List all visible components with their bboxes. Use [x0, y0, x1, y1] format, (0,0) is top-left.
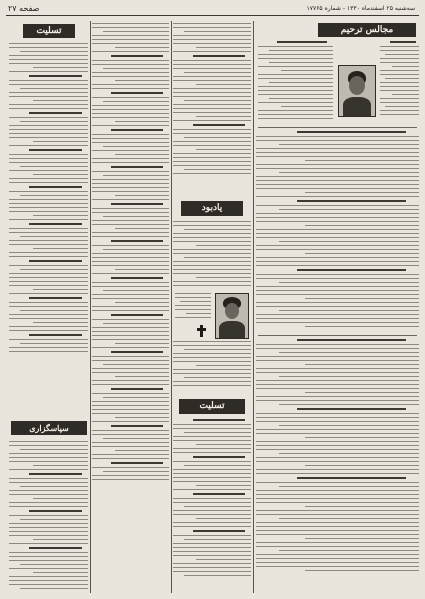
notice-text — [9, 441, 88, 591]
column-rule — [90, 21, 91, 593]
portrait-photo — [338, 65, 376, 117]
notice-text — [173, 419, 251, 591]
portrait-photo — [215, 293, 249, 339]
remembrance-title: یادبود — [181, 201, 243, 216]
notice-text — [173, 341, 251, 391]
page-number: صفحه ۲۷ — [8, 4, 40, 13]
notice-text — [256, 131, 419, 331]
notice-text — [9, 43, 88, 413]
notice-text — [173, 23, 251, 196]
obituary-council-title: مجالس ترحیم — [318, 23, 416, 37]
column-rule — [253, 21, 254, 593]
notice-divider — [258, 335, 417, 336]
notice-text — [175, 293, 211, 321]
notice-text — [258, 41, 333, 123]
notice-text — [256, 339, 419, 591]
notice-text — [173, 221, 251, 291]
header-rule — [6, 15, 419, 16]
column-condolences — [9, 21, 88, 593]
column-remembrance — [173, 21, 251, 593]
notice-text — [92, 23, 169, 591]
issue-info: سه‌شنبه ۲۵ اسفندماه ۱۳۳۰ - شماره ۱۷۷۶۵ — [306, 5, 415, 12]
appreciation-title: سپاسگزاری — [11, 421, 87, 435]
condolence-title: تسلیت — [23, 24, 75, 38]
notice-text — [380, 41, 419, 123]
column-rule — [171, 21, 172, 593]
notice-divider — [258, 127, 417, 128]
column-obituary-councils — [256, 21, 419, 593]
column-notices — [92, 21, 169, 593]
condolence-title: تسلیت — [179, 399, 245, 414]
cross-icon — [197, 325, 206, 337]
